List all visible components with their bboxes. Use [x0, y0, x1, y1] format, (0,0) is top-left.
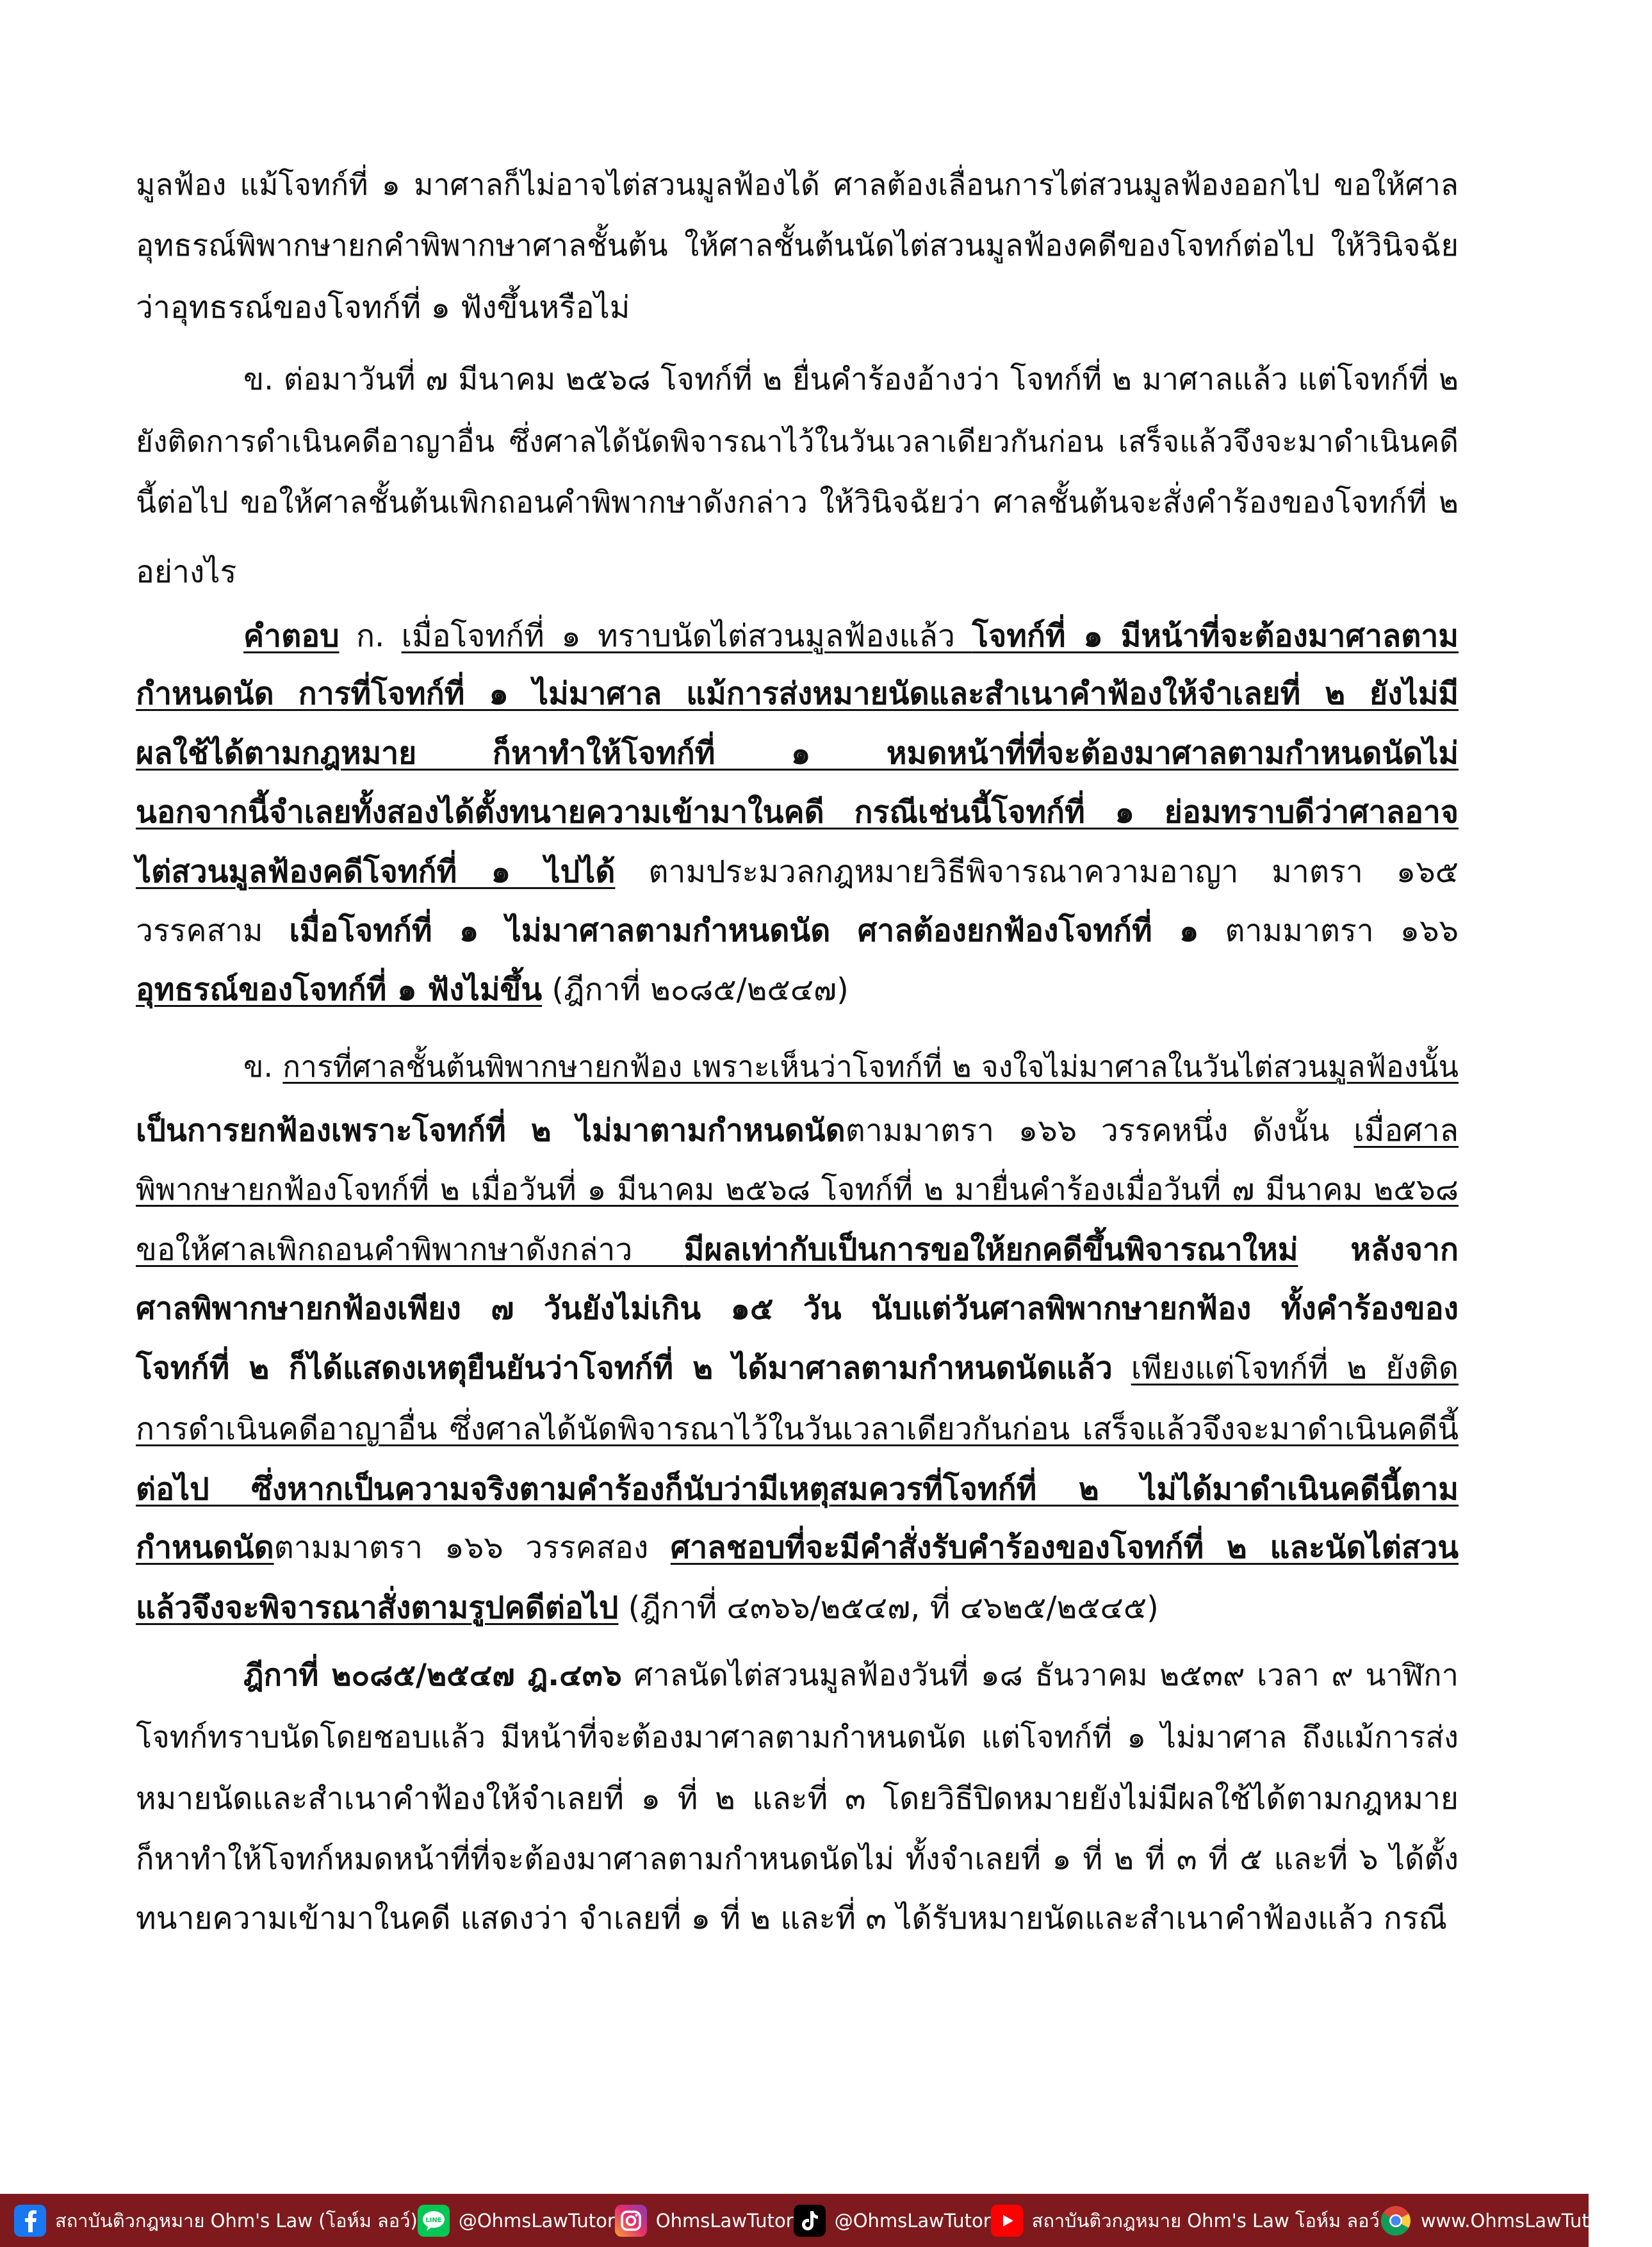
- text-line: [136, 1577, 1459, 1638]
- text-line: [136, 215, 1459, 277]
- text-segment: ก็หาทำให้โจทก์หมดหน้าที่ที่จะต้องมาศาลตามกำหนดนัดไม่ ทั้งจำเลยที่ ๑ ที่ ๒ ที่ ๓ ที่ ๕ และที่ ๖ ได้ตั้ง: [136, 1842, 1459, 1877]
- text-line: [136, 723, 1459, 784]
- text-segment: ตามประมวลกฎหมายวิธีพิจารณาความอาญา มาตรา ๑๖๕: [615, 854, 1459, 890]
- text-segment: ศาลชอบที่จะมีคำสั่งรับคำร้องของโจทก์ที่ ๒ และนัดไต่สวน: [670, 1530, 1459, 1565]
- text-line: [136, 472, 1459, 534]
- text-segment: อย่างไร: [136, 554, 237, 590]
- facebook-label: สถาบันติวกฎหมาย Ohm's Law (โอห์ม ลอว์): [55, 2209, 418, 2232]
- text-line: [136, 154, 1459, 215]
- instagram-icon: [615, 2205, 647, 2237]
- text-line: [136, 1337, 1459, 1399]
- tiktok-label: @OhmsLawTutor: [834, 2209, 991, 2232]
- text-segment: ต่อไป ซึ่งหากเป็นความจริงตามคำร้องก็นับว่ามีเหตุสมควรที่โจทก์ที่ ๒ ไม่ได้มาดำเนินคดีนี้ตาม: [136, 1471, 1459, 1507]
- text-line: [136, 841, 1459, 903]
- text-line: [136, 1459, 1459, 1520]
- text-segment: ศาลนัดไต่สวนมูลฟ้องวันที่ ๑๘ ธันวาคม ๒๕๓๙ เวลา ๙ นาฬิกา: [621, 1658, 1459, 1693]
- text-line: [243, 349, 1459, 411]
- text-segment: ไต่สวนมูลฟ้องคดีโจทก์ที่ ๑ ไปได้: [136, 854, 616, 890]
- text-segment: มีผลเท่ากับเป็นการขอให้ยกคดีขึ้นพิจารณาใหม่: [683, 1232, 1298, 1268]
- text-segment: หมายนัดและสำเนาคำฟ้องให้จำเลยที่ ๑ ที่ ๒ และที่ ๓ โดยวิธีปิดหมายยังไม่มีผลใช้ได้ตามกฎหมาย: [136, 1781, 1459, 1817]
- text-segment: การที่ศาลชั้นต้นพิพากษายกฟ้อง เพราะเห็นว่าโจทก์ที่ ๒ จงใจไม่มาศาลในวันไต่สวนมูลฟ้องนั้น: [282, 1049, 1459, 1084]
- text-segment: อุทธรณ์พิพากษายกคำพิพากษาศาลชั้นต้น ให้ศาลชั้นต้นนัดไต่สวนมูลฟ้องคดีของโจทก์ต่อไป ให้วินิจฉัย: [136, 228, 1459, 263]
- text-line: [136, 900, 1459, 961]
- text-line: [136, 1517, 1459, 1578]
- text-segment: กำหนดนัด การที่โจทก์ที่ ๑ ไม่มาศาล แม้การส่งหมายนัดและสำเนาคำฟ้องให้จำเลยที่ ๒ ยังไม่มี: [136, 676, 1459, 712]
- text-segment: เป็นการยกฟ้องเพราะโจทก์ที่ ๒ ไม่มาตามกำหนดนัด: [136, 1113, 846, 1148]
- text-segment: ฎีกาที่ ๒๐๘๕/๒๕๔๗ ฎ.๔๓๖: [243, 1658, 622, 1693]
- text-segment: ตามมาตรา ๑๖๖: [1198, 913, 1459, 949]
- text-segment: (ฎีกาที่ ๔๓๖๖/๒๕๔๗, ที่ ๔๖๒๕/๒๕๔๕): [618, 1590, 1159, 1626]
- text-segment: ขอให้ศาลเพิกถอนคำพิพากษาดังกล่าว: [136, 1232, 684, 1268]
- footer-youtube[interactable]: [991, 2205, 1380, 2237]
- text-segment: [1113, 1350, 1131, 1386]
- footer-bar: [0, 2194, 1652, 2247]
- text-segment: หลังจาก: [1298, 1232, 1459, 1268]
- text-line: [136, 411, 1459, 472]
- text-line: [136, 1159, 1459, 1221]
- text-segment: โจทก์ที่ ๒ ก็ได้แสดงเหตุยืนยันว่าโจทก์ที่ ๒ ได้มาศาลตามกำหนดนัดแล้ว: [136, 1350, 1113, 1386]
- text-line: [136, 663, 1459, 724]
- footer-website[interactable]: [1380, 2205, 1652, 2237]
- footer-line[interactable]: [418, 2205, 615, 2237]
- text-segment: กำหนดนัด: [136, 1530, 274, 1565]
- text-segment: ว่าอุทธรณ์ของโจทก์ที่ ๑ ฟังขึ้นหรือไม่: [136, 290, 630, 325]
- footer-facebook[interactable]: [14, 2205, 418, 2237]
- text-segment: ตามมาตรา ๑๖๖ วรรคหนึ่ง ดังนั้น: [845, 1113, 1354, 1148]
- text-segment: นอกจากนี้จำเลยทั้งสองได้ตั้งทนายความเข้ามาในคดี กรณีเช่นนี้โจทก์ที่ ๑ ย่อมทราบดีว่าศาลอาจ: [136, 794, 1459, 830]
- instagram-label: OhmsLawTutor: [655, 2209, 794, 2232]
- line-label: @OhmsLawTutor: [458, 2209, 615, 2232]
- svg-text:LINE: LINE: [425, 2216, 442, 2224]
- facebook-icon: [14, 2205, 46, 2237]
- text-segment: วรรคสาม: [136, 913, 290, 949]
- text-segment: พิพากษายกฟ้องโจทก์ที่ ๒ เมื่อวันที่ ๑ มีนาคม ๒๕๖๘ โจทก์ที่ ๒ มายื่นคำร้องเมื่อวันที่ ๗ มีนาคม ๒๕๖๘: [136, 1172, 1459, 1207]
- text-line: [136, 781, 1459, 843]
- text-segment: โจทก์ทราบนัดโดยชอบแล้ว มีหน้าที่จะต้องมาศาลตามกำหนดนัด แต่โจทก์ที่ ๑ ไม่มาศาล ถึงแม้การส่ง: [136, 1720, 1459, 1755]
- youtube-icon: [991, 2205, 1023, 2237]
- text-line: [136, 1707, 1459, 1769]
- text-segment: การดำเนินคดีอาญาอื่น ซึ่งศาลได้นัดพิจารณาไว้ในวันเวลาเดียวกันก่อน เสร็จแล้วจึงจะมาดำเนินคดีนี้: [136, 1411, 1459, 1447]
- text-line: [243, 1036, 1459, 1097]
- text-segment: คำตอบ: [243, 618, 339, 654]
- text-line: [136, 1398, 1459, 1460]
- text-segment: ยังติดการดำเนินคดีอาญาอื่น ซึ่งศาลได้นัดพิจารณาไว้ในวันเวลาเดียวกันก่อน เสร็จแล้วจึงจะมาดำเนินคดี: [136, 424, 1459, 459]
- text-segment: ข. ต่อมาวันที่ ๗ มีนาคม ๒๕๖๘ โจทก์ที่ ๒ ยื่นคำร้องอ้างว่า โจทก์ที่ ๒ มาศาลแล้ว แต่โจทก์ที่ ๒: [243, 362, 1459, 397]
- text-segment: ผลใช้ได้ตามกฎหมาย ก็หาทำให้โจทก์ที่ ๑ หมดหน้าที่ที่จะต้องมาศาลตามกำหนดนัดไม่: [136, 735, 1459, 771]
- youtube-label: สถาบันติวกฎหมาย Ohm's Law โอห์ม ลอว์: [1031, 2209, 1380, 2232]
- text-line: [243, 605, 1459, 667]
- text-segment: เมื่อโจทก์ที่ ๑ ไม่มาศาลตามกำหนดนัด ศาลต้องยกฟ้องโจทก์ที่ ๑: [289, 913, 1199, 949]
- footer-instagram[interactable]: [615, 2205, 794, 2237]
- text-line: [136, 541, 1459, 603]
- text-segment: มูลฟ้อง แม้โจทก์ที่ ๑ มาศาลก็ไม่อาจไต่สวนมูลฟ้องได้ ศาลต้องเลื่อนการไต่สวนมูลฟ้องออกไป ขอให้ศาล: [136, 167, 1459, 202]
- text-segment: (ฎีกาที่ ๒๐๘๕/๒๕๔๗): [542, 972, 849, 1008]
- footer-tiktok[interactable]: [794, 2205, 991, 2237]
- chrome-icon: [1380, 2205, 1412, 2237]
- text-segment: ศาลพิพากษายกฟ้องเพียง ๗ วันยังไม่เกิน ๑๕ วัน นับแต่วันศาลพิพากษายกฟ้อง ทั้งคำร้องของ: [136, 1291, 1459, 1327]
- text-segment: ทนายความเข้ามาในคดี แสดงว่า จำเลยที่ ๑ ที่ ๒ และที่ ๓ ได้รับหมายนัดและสำเนาคำฟ้องแล้ว กรณี: [136, 1900, 1448, 1936]
- text-line: [136, 1829, 1459, 1890]
- text-segment: ข.: [243, 1049, 283, 1084]
- text-segment: ก.: [339, 618, 402, 654]
- text-segment: เมื่อศาล: [1353, 1113, 1459, 1148]
- text-segment: นี้ต่อไป ขอให้ศาลชั้นต้นเพิกถอนคำพิพากษาดังกล่าว ให้วินิจฉัยว่า ศาลชั้นต้นจะสั่งคำร้องของโจทก์ที่ ๒: [136, 485, 1459, 520]
- text-segment: โจทก์ที่ ๑ มีหน้าที่จะต้องมาศาลตาม: [972, 618, 1459, 654]
- line-icon: [418, 2205, 450, 2237]
- tiktok-icon: [794, 2205, 826, 2237]
- text-segment: แล้วจึงจะพิจารณาสั่งตามรูปคดีต่อไป: [136, 1590, 619, 1626]
- text-segment: อุทธรณ์ของโจทก์ที่ ๑ ฟังไม่ขึ้น: [136, 972, 543, 1008]
- text-segment: ตามมาตรา ๑๖๖ วรรคสอง: [274, 1530, 671, 1565]
- website-label: www.OhmsLawTutor.com: [1420, 2209, 1652, 2232]
- text-line: [136, 1278, 1459, 1339]
- text-line: [136, 277, 1459, 338]
- text-line: [243, 1645, 1459, 1706]
- text-line: [136, 1100, 1459, 1161]
- text-line: [136, 1219, 1459, 1280]
- text-line: [136, 1768, 1459, 1829]
- text-segment: เมื่อโจทก์ที่ ๑ ทราบนัดไต่สวนมูลฟ้องแล้ว: [401, 618, 972, 654]
- text-line: [136, 959, 1459, 1020]
- text-segment: เพียงแต่โจทก์ที่ ๒ ยังติด: [1131, 1350, 1459, 1386]
- text-line: [136, 1888, 1459, 1949]
